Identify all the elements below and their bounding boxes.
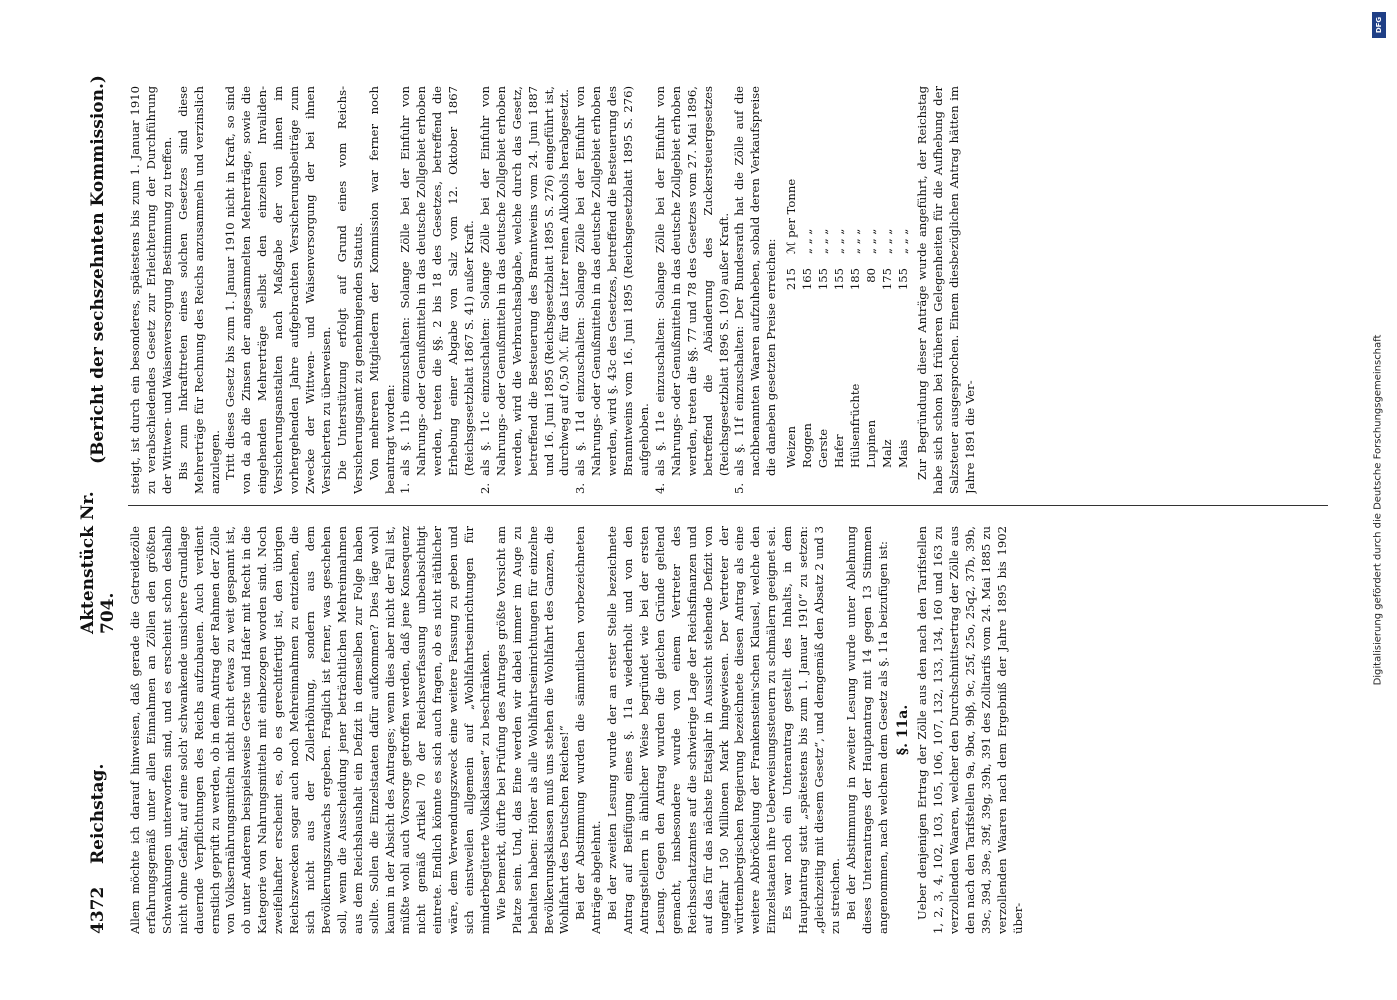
commodity: Roggen [800,423,815,468]
table-row [816,86,832,468]
motion-item [573,86,653,494]
paragraph: Allem möchte ich darauf hinweisen, daß gerade die Getreidezölle erfahrungsgemäß unter allen Einnahmen an Zöllen den größten Schwankungen unterworfen sind, und es erscheint schon deshalb nicht ohne Gefahr, auf eine solch' schwankende unsichere Grundlage dauernde Verpflichtungen des Reichs aufzubauen. Auch verdient ernstlich geprüft zu werden, ob in dem Antrag der Rahmen der Zölle von Volksernährungsmitteln nicht nicht etwas zu weit gespannt ist, ob unter Anderem beispielsweise Gerste und Hafer mit Recht in die Kategorie von Nahrungsmitteln mit einbezogen worden sind. Noch zweifelhafter erscheint es, ob es gerechtfertigt ist, den übrigen Reichszwecken sogar auch noch Mehreinnahmen zu entziehen, die sich nicht aus der Zollerhöhung, sondern aus dem Bevölkerungszuwachs ergeben. Fraglich ist ferner, was geschehen soll, wenn die Ausscheidung jener beträchtlichen Mehreinnahmen aus dem Reichshaushalt ein Defizit in demselben zur Folge haben sollte. Sollen die Einzelstaaten dafür aufkommen? Dies läge wohl kaum in der Absicht des Antrages; wenn dies aber nicht der Fall ist, müßte wohl auch Vorsorge getroffen werden, daß jene Konsequenz nicht gemäß Artikel 70 der Reichsverfassung unbeabsichtigt eintrete. Endlich könnte es sich auch fragen, ob es nicht räthlicher wäre, dem Verwendungszweck eine weitere Fassung zu geben und sich einstweilen allgemein auf „Wohlfahrtseinrichtungen für minderbegüterte Volksklassen“ zu beschränken. [128,526,492,934]
table-row [896,86,912,468]
commodity: Hafer [831,434,846,468]
paragraph: Es war noch ein Unterantrag gestellt des Inhalts, in dem Hauptantrag statt „spätestens bis zum 1. Januar 1910“ zu setzen: „gleichzeitig mit diesem Gesetz“, und demgemäß den Absatz 2 und 3 zu streichen. [780,526,842,934]
paragraph: Bis zum Inkrafttreten eines solchen Gesetzes sind diese Mehrerträge für Rechnung des Reichs anzusammeln und verzinslich anzulegen. [175,86,222,494]
unit: „ „ „ [895,228,910,254]
item-number: 1. [398,482,413,494]
price: 185 [847,268,862,291]
unit: „ „ „ [831,228,846,254]
item-number: 2. [477,482,492,494]
commodity: Hülsenfrüchte [847,383,862,468]
dfg-logo: DFG [1372,12,1386,38]
item-text: als §. 11d einzuschalten: Solange Zölle bei der Einfuhr von Nahrungs- oder Genußmitteln in das deutsche Zollgebiet erhoben werden, wird §. 43c des Gesetzes, betreffend die Besteuerung des Branntweins vom 16. Juni 1895 (Reichsgesetzblatt 1895 S. 276) aufgehoben. [573,86,651,476]
paragraph: Von mehreren Mitgliedern der Kommission war ferner noch beantragt worden: [366,86,397,494]
table-row [848,86,864,468]
paragraph: Bei der Abstimmung wurden die sämmtlichen vorbezeichneten Anträge abgelehnt. [573,526,604,934]
table-row [800,86,816,468]
paragraph: Bei der Abstimmung in zweiter Lesung wurde unter Ablehnung dieses Unterantrages der Hauptantrag mit 14 gegen 13 Stimmen angenommen, nach welchem dem Gesetz als §. 11a beizufügen ist: [843,526,890,934]
rotated-page [80,54,1335,934]
unit: „ „ „ [847,228,862,254]
unit: „ „ „ [879,228,894,254]
section-heading: §. 11a. [894,704,911,756]
item-number: 4. [652,482,667,494]
price: 155 [831,268,846,291]
item-text: als §. 11b einzuschalten: Solange Zölle bei der Einfuhr von Nahrungs- oder Genußmitteln in das deutsche Zollgebiet erhoben werden, treten die §§. 2 bis 18 des Gesetzes, betreffend die Erhebung einer Abgabe von Salz vom 12. Oktober 1867 (Reichsgesetzblatt 1867 S. 41) außer Kraft. [398,86,477,476]
left-column [128,526,1328,934]
unit: „ „ „ [800,228,815,254]
price: 175 [879,268,894,291]
page-number: 4372 [88,886,108,934]
item-text: als §. 11c einzuschalten: Solange Zölle bei der Einfuhr von Nahrungs- oder Genußmitteln in das deutsche Zollgebiet erhoben werden, wird die Verbrauchsabgabe, welche durch das Gesetz, betreffend die Besteuerung des Branntweins vom 24. Juni 1887 und 16. Juni 1895 (Reichsgesetzblatt 1895 S. 276) eingeführt ist, durchweg auf 0,50 ℳ. für das Liter reinen Alkohols herabgesetzt. [477,86,572,476]
paragraph: Wie bemerkt, dürfte bei Prüfung des Antrages größte Vorsicht am Platze sein. Und, das Eine werden wir dabei immer im Auge zu behalten haben: Höher als alle Wohlfahrtseinrichtungen für einzelne Bevölkerungsklassen muß uns stehen die Wohlfahrt des Ganzen, die Wohlfahrt des Deutschen Reiches!“ [493,526,572,934]
motion-item [652,86,733,494]
item-number: 5. [732,482,747,494]
price-table [784,86,911,468]
page-header [80,54,116,934]
commodity: Lupinen [863,419,878,468]
commodity: Gerste [815,428,830,468]
unit: „ „ „ [863,228,878,254]
header-right-title: (Bericht der sechszehnten Kommission.) [88,75,108,464]
column-divider [128,505,1328,506]
table-row [880,86,896,468]
paragraph: steigt, ist durch ein besonderes, spätestens bis zum 1. Januar 1910 zu verabschiedendes Gesetz zur Erleichterung der Durchführung der Wittwen- und Waisenversorgung Bestimmung zu treffen. [128,86,174,494]
item-text: als §. 11e einzuschalten: Solange Zölle bei der Einfuhr von Nahrungs- oder Genußmitteln in das deutsche Zollgebiet erhoben werden, treten die §§. 77 und 78 des Gesetzes vom 27. Mai 1896, betreffend die Abänderung des Zuckersteuergesetzes (Reichsgesetzblatt 1896 S. 109) außer Kraft. [652,86,731,476]
paragraph: Die Unterstützung erfolgt auf Grund eines vom Reichs-Versicherungsamt zu genehmigenden Statuts. [334,86,365,494]
item-text: als §. 11f einzuschalten: Der Bundesrath hat die Zölle auf die nachbenannten Waaren aufzuheben, sobald deren Verkaufspreise die daneben gesetzten Preise erreichen: [732,86,779,476]
right-column [128,86,1328,494]
unit: „ „ „ [815,228,830,254]
item-number: 3. [573,482,588,494]
commodity: Weizen [784,426,799,468]
price: 155 [815,268,830,291]
paragraph: Tritt dieses Gesetz bis zum 1. Januar 1910 nicht in Kraft, so sind von da ab die Zinsen der angesammelten Mehrerträge, sowie die eingehenden Mehrerträge selbst den einzelnen Invaliden-Versicherungsanstalten nach Maßgabe der von ihnen im vorhergehenden Jahre aufgebrachten Versicherungsbeiträge zum Zwecke der Wittwen- und Waisenversorgung der bei ihnen Versicherten zu überweisen. [223,86,333,494]
commodity: Malz [879,439,894,468]
header-left-title: Reichstag. [88,763,108,864]
section-text: Ueber denjenigen Ertrag der Zölle aus den nach den Tarifstellen 1, 2, 3, 4, 102, 103, 105, 106, 107, 132, 133, 134, 160 und 163 zu verzollenden Waaren, welcher den Durchschnittsertrag der Zölle aus den nach den Tarifstellen 9a, 9bα, 9bβ, 9c, 25f, 25o, 25q2, 37b, 39b, 39c, 39d, 39e, 39f, 39g, 39h, 391 des Zolltarifs vom 24. Mai 1885 zu verzollenden Waaren nach dem Ergebniß der Jahre 1895 bis 1902 über- [915,526,1025,934]
price: 80 [863,268,878,283]
price: 215 [784,268,799,291]
paragraph: Zur Begründung dieser Anträge wurde angeführt, der Reichstag habe sich schon bei früheren Gelegenheiten für die Aufhebung der Salzsteuer ausgesprochen. Einem diesbezüglichen Antrag hätten im Jahre 1891 die Ver- [915,86,978,494]
table-row [784,86,800,468]
table-row [864,86,880,468]
digitization-credit: Digitalisierung gefördert durch die Deutsche Forschungsgemeinschaft [1372,334,1384,686]
price: 155 [895,268,910,291]
table-row [832,86,848,468]
header-document-number: Aktenstück Nr. 704. [78,491,118,634]
motion-item [398,86,478,494]
paragraph: Bei der zweiten Lesung wurde der an erster Stelle bezeichnete Antrag auf Beifügung eines §. 11a wiederholt und von den Antragstellern in ähnlicher Weise begründet wie bei der ersten Lesung. Gegen den Antrag wurden die gleichen Gründe geltend gemacht, insbesondere wurde von einem Vertreter des Reichsschatzamtes auf die schwierige Lage der Reichsfinanzen und auf das für das nächste Etatsjahr in Aussicht stehende Defizit von ungefähr 150 Millionen Mark hingewiesen. Der Vertreter der württembergischen Regierung bezeichnete diesen Antrag als eine weitere Abbröckelung der Frankenstein'schen Klausel, welche den Einzelstaaten ihre Ueberweisungssteuern zu schmälern geeignet sei. [605,526,779,934]
price: 165 [800,268,815,291]
unit: ℳ per Tonne [784,178,799,254]
motion-item [732,86,780,494]
commodity: Mais [895,439,910,468]
motion-item [477,86,573,494]
